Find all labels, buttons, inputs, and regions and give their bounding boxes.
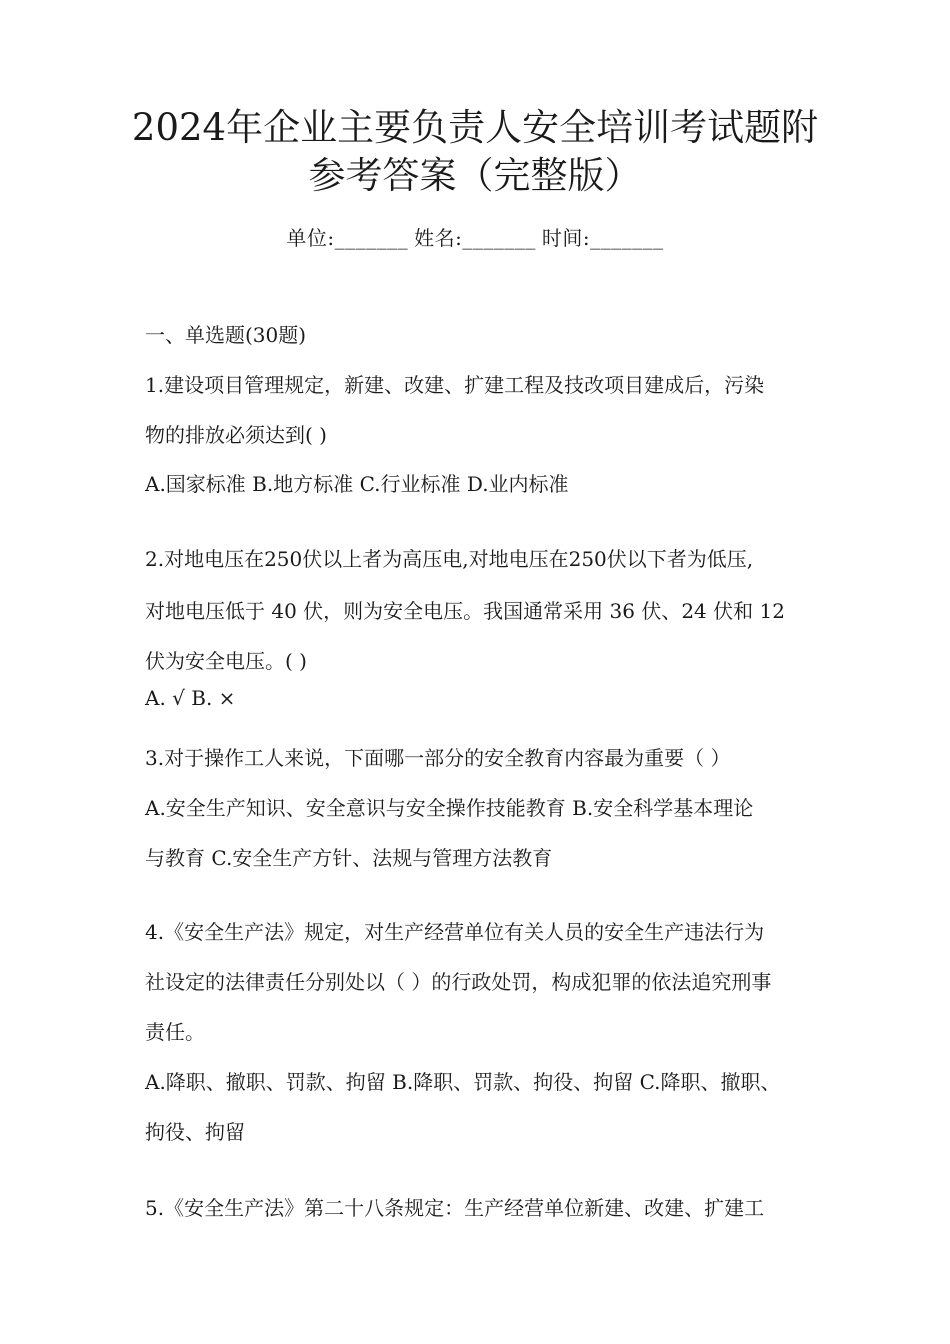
question-2-line-2: 对地电压低于 40 伏，则为安全电压。我国通常采用 36 伏、24 伏和 12	[145, 599, 785, 623]
question-5-line-1: 5.《安全生产法》第二十八条规定：生产经营单位新建、改建、扩建工	[145, 1196, 765, 1220]
question-2-options: A. √ B. ×	[145, 686, 236, 710]
question-3-options-line-2: 与教育 C.安全生产方针、法规与管理方法教育	[145, 846, 553, 870]
question-4-line-3: 责任。	[145, 1020, 205, 1044]
question-3-options-line-1: A.安全生产知识、安全意识与安全操作技能教育 B.安全科学基本理论	[145, 796, 754, 820]
question-2-line-1: 2.对地电压在250伏以上者为高压电,对地电压在250伏以下者为低压,	[145, 547, 754, 571]
question-1-line-1: 1.建设项目管理规定，新建、改建、扩建工程及技改项目建成后，污染	[145, 373, 765, 397]
question-4-options-line-1: A.降职、撤职、罚款、拘留 B.降职、罚款、拘役、拘留 C.降职、撤职、	[145, 1070, 781, 1094]
question-1-line-2: 物的排放必须达到( )	[145, 423, 327, 447]
document-title-line-1: 2024年企业主要负责人安全培训考试题附	[131, 106, 819, 149]
name-field[interactable]: 姓名:_______	[414, 226, 536, 250]
question-4-line-2: 社设定的法律责任分别处以（ ）的行政处罚，构成犯罪的依法追究刑事	[145, 970, 772, 994]
question-2-line-3: 伏为安全电压。( )	[145, 649, 307, 673]
question-3-line-1: 3.对于操作工人来说，下面哪一部分的安全教育内容最为重要（ ）	[145, 746, 731, 770]
question-4-options-line-2: 拘役、拘留	[145, 1120, 245, 1144]
document-title-line-2: 参考答案（完整版）	[308, 154, 642, 197]
section-heading: 一、单选题(30题)	[145, 323, 307, 347]
question-1-options: A.国家标准 B.地方标准 C.行业标准 D.业内标准	[145, 472, 569, 496]
info-row	[0, 224, 950, 252]
question-4-line-1: 4.《安全生产法》规定，对生产经营单位有关人员的安全生产违法行为	[145, 920, 765, 944]
time-field[interactable]: 时间:_______	[541, 226, 664, 250]
unit-field[interactable]: 单位:_______	[286, 226, 409, 250]
